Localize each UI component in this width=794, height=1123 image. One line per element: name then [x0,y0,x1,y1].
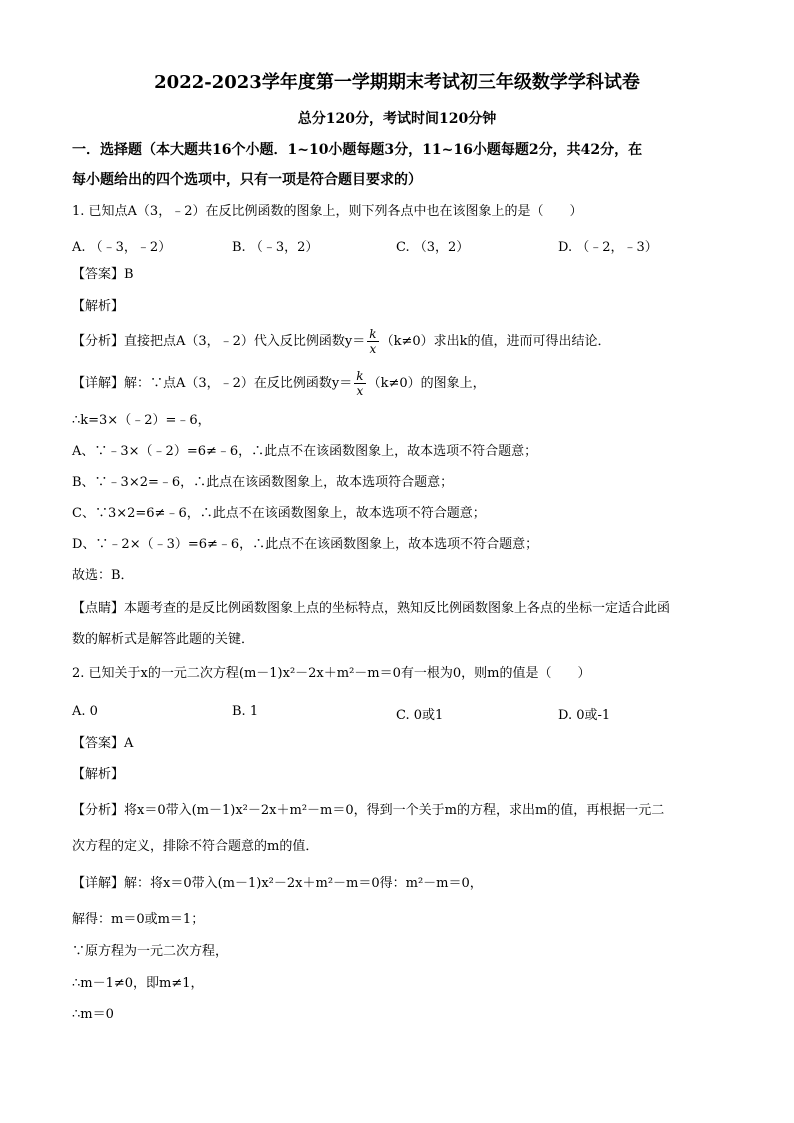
q1-analysis-post: （k≠0）求出k的值，进而可得出结论． [380,334,611,349]
q1-step: C、∵3×2=6≠﹣6，∴此点不在该函数图象上，故本选项不符合题意； [72,506,486,521]
q1-jiexi-label: 【解析】 [72,299,125,314]
q1-comment-line2: 数的解析式是解答此题的关键． [72,632,255,647]
fraction-numerator: k [356,369,364,383]
q1-analysis [72,327,610,356]
q2-jiexi-label: 【解析】 [72,767,125,782]
q1-step: A、∵﹣3×（﹣2）=6≠﹣6，∴此点不在该函数图象上，故本选项不符合题意； [72,444,538,459]
q1-analysis-pre: 【分析】直接把点A（3，﹣2）代入反比例函数y＝ [72,334,366,349]
q1-option-d: D. （﹣2，﹣3） [558,240,658,255]
q2-option-a: A. 0 [72,704,98,719]
section-heading-line2: 每小题给出的四个选项中，只有一项是符合题目要求的） [72,172,422,188]
fraction-denominator: x [369,342,377,356]
fraction-denominator: x [356,384,364,398]
q1-analysis-fraction [367,327,378,356]
fraction-numerator: k [369,327,377,341]
q2-answer: 【答案】A [72,736,134,751]
q1-stem: 1. 已知点A（3，﹣2）在反比例函数的图象上，则下列各点中也在该图象上的是（ ） [72,204,583,219]
page-subtitle: 总分120分，考试时间120分钟 [297,111,497,127]
q1-detail-fraction [354,369,365,398]
q2-stem: 2. 已知关于x的一元二次方程(m－1)x²－2x＋m²－m＝0有一根为0，则m的值是（ ） [72,666,591,681]
q2-option-c: C. 0或1 [396,708,444,723]
q1-step: D、∵﹣2×（﹣3）=6≠﹣6，∴此点不在该函数图象上，故本选项不符合题意； [72,537,539,552]
q1-detail [72,369,486,398]
page-title: 2022-2023学年度第一学期期末考试初三年级数学学科试卷 [154,72,640,93]
q1-option-c: C. （3，2） [396,240,470,255]
q1-step: ∴k=3×（﹣2）=﹣6， [72,413,211,428]
q1-comment-line1: 【点睛】本题考查的是反比例函数图象上点的坐标特点，熟知反比例函数图象上各点的坐标一定适合此函 [72,601,671,616]
q2-option-d: D. 0或-1 [558,708,611,723]
q1-detail-post: （k≠0）的图象上， [367,376,486,391]
q2-step: ∴m＝0 [72,1007,114,1022]
q2-option-b: B. 1 [232,704,259,719]
section-heading-line1: 一．选择题（本大题共16个小题．1~10小题每题3分，11~16小题每题2分，共42分，在 [72,142,643,158]
q2-step: ∴m－1≠0，即m≠1， [72,976,204,991]
q1-detail-pre: 【详解】解：∵点A（3，﹣2）在反比例函数y＝ [72,376,353,391]
q1-answer: 【答案】B [72,267,134,282]
q2-analysis-line2: 次方程的定义，排除不符合题意的m的值． [72,839,319,854]
q2-step: ∵原方程为一元二次方程， [72,944,229,959]
q1-step: B、∵﹣3×2=﹣6，∴此点在该函数图象上，故本选项符合题意； [72,475,454,490]
q1-option-a: A. （﹣3，﹣2） [72,240,172,255]
q2-step: 解得：m＝0或m＝1； [72,912,205,927]
q1-step: 故选：B． [72,568,134,583]
q2-detail: 【详解】解：将x＝0带入(m－1)x²－2x＋m²－m＝0得：m²－m＝0， [72,876,483,891]
q2-analysis-line1: 【分析】将x＝0带入(m－1)x²－2x＋m²－m＝0，得到一个关于m的方程，求出m的值，再根据一元二 [72,803,665,818]
q1-option-b: B. （﹣3，2） [232,240,319,255]
